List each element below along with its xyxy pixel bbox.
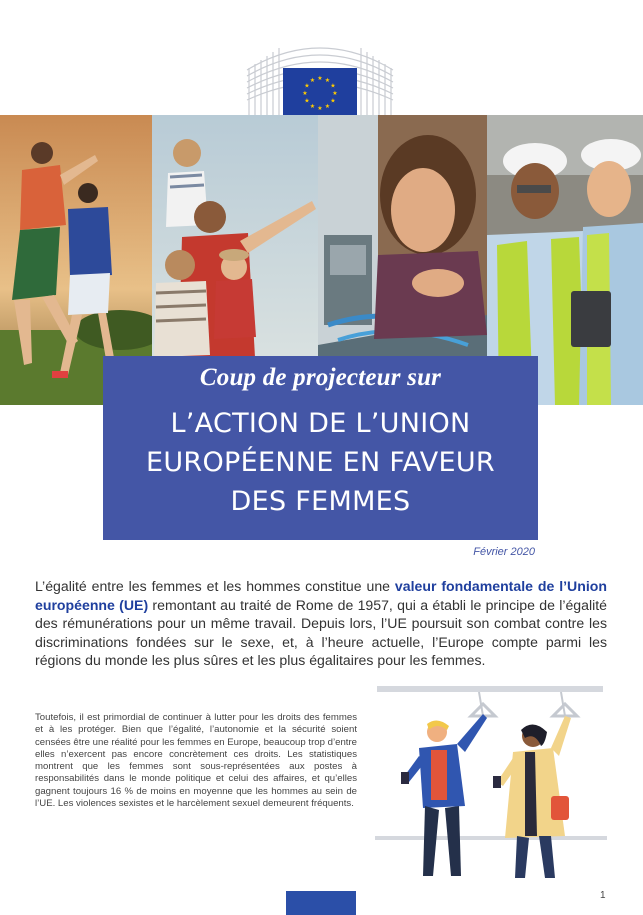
svg-text:★: ★ [330,82,336,90]
svg-text:★: ★ [309,77,316,84]
page-number: 1 [600,890,606,901]
footer-bar [286,891,356,915]
eu-flag-icon [283,68,357,117]
svg-text:★: ★ [324,103,331,110]
svg-text:★: ★ [309,103,316,110]
body-paragraph: Toutefois, il est primordial de continuer à lutter pour les droits des femmes et à les protéger. Bien que l’égalité, l’autonomie et la sécurité soient censées être une réalité pour les femmes en Europe, beaucoup trop d’entre elles n’exercent pas encore concrètement ces droits. Les statistiques montrent que les femmes sont sous-représentées aux postes à responsabilités dans le monde politique et celui des affaires, et qu’elles gagnent toujours 16 % de moins en moyenne que les hommes au sein de l’UE. Les violences sexistes et le harcèlement sexuel demeurent fréquents. [35,712,357,810]
title-kicker: Coup de projecteur sur [199,364,442,391]
svg-text:★: ★ [304,97,310,105]
svg-text:★: ★ [330,97,336,105]
publication-date: Février 2020 [473,546,535,558]
svg-text:★: ★ [332,90,338,97]
title-block [103,356,538,540]
svg-text:★: ★ [304,82,310,90]
page-title [103,404,538,521]
lead-part2: remontant au traité de Rome de 1957, qui a établi le principe de l’égalité des rémunérations pour un même travail. Depuis lors, l’UE poursuit son combat contre les discriminations fondées sur le sexe, et, à l’heure actuelle, l’Europe compte parmi les régions du monde les plus sûres et les plus égalitaires pour les femmes. [35,596,607,668]
title-line2: EUROPÉENNE EN FAVEUR [146,447,495,478]
lead-highlight: valeur fondamentale de l’Union européenne (UE) [35,578,607,613]
svg-text:★: ★ [317,75,323,82]
lead-part1: L’égalité entre les femmes et les hommes constitue une [35,578,395,594]
title-line3: DES FEMMES [230,486,411,517]
svg-text:★: ★ [324,77,331,84]
svg-text:★: ★ [302,90,308,97]
svg-text:★: ★ [317,105,323,112]
title-line1: L’ACTION DE L’UNION [170,408,471,439]
commuters-illustration [375,686,607,886]
lead-paragraph [35,577,607,670]
